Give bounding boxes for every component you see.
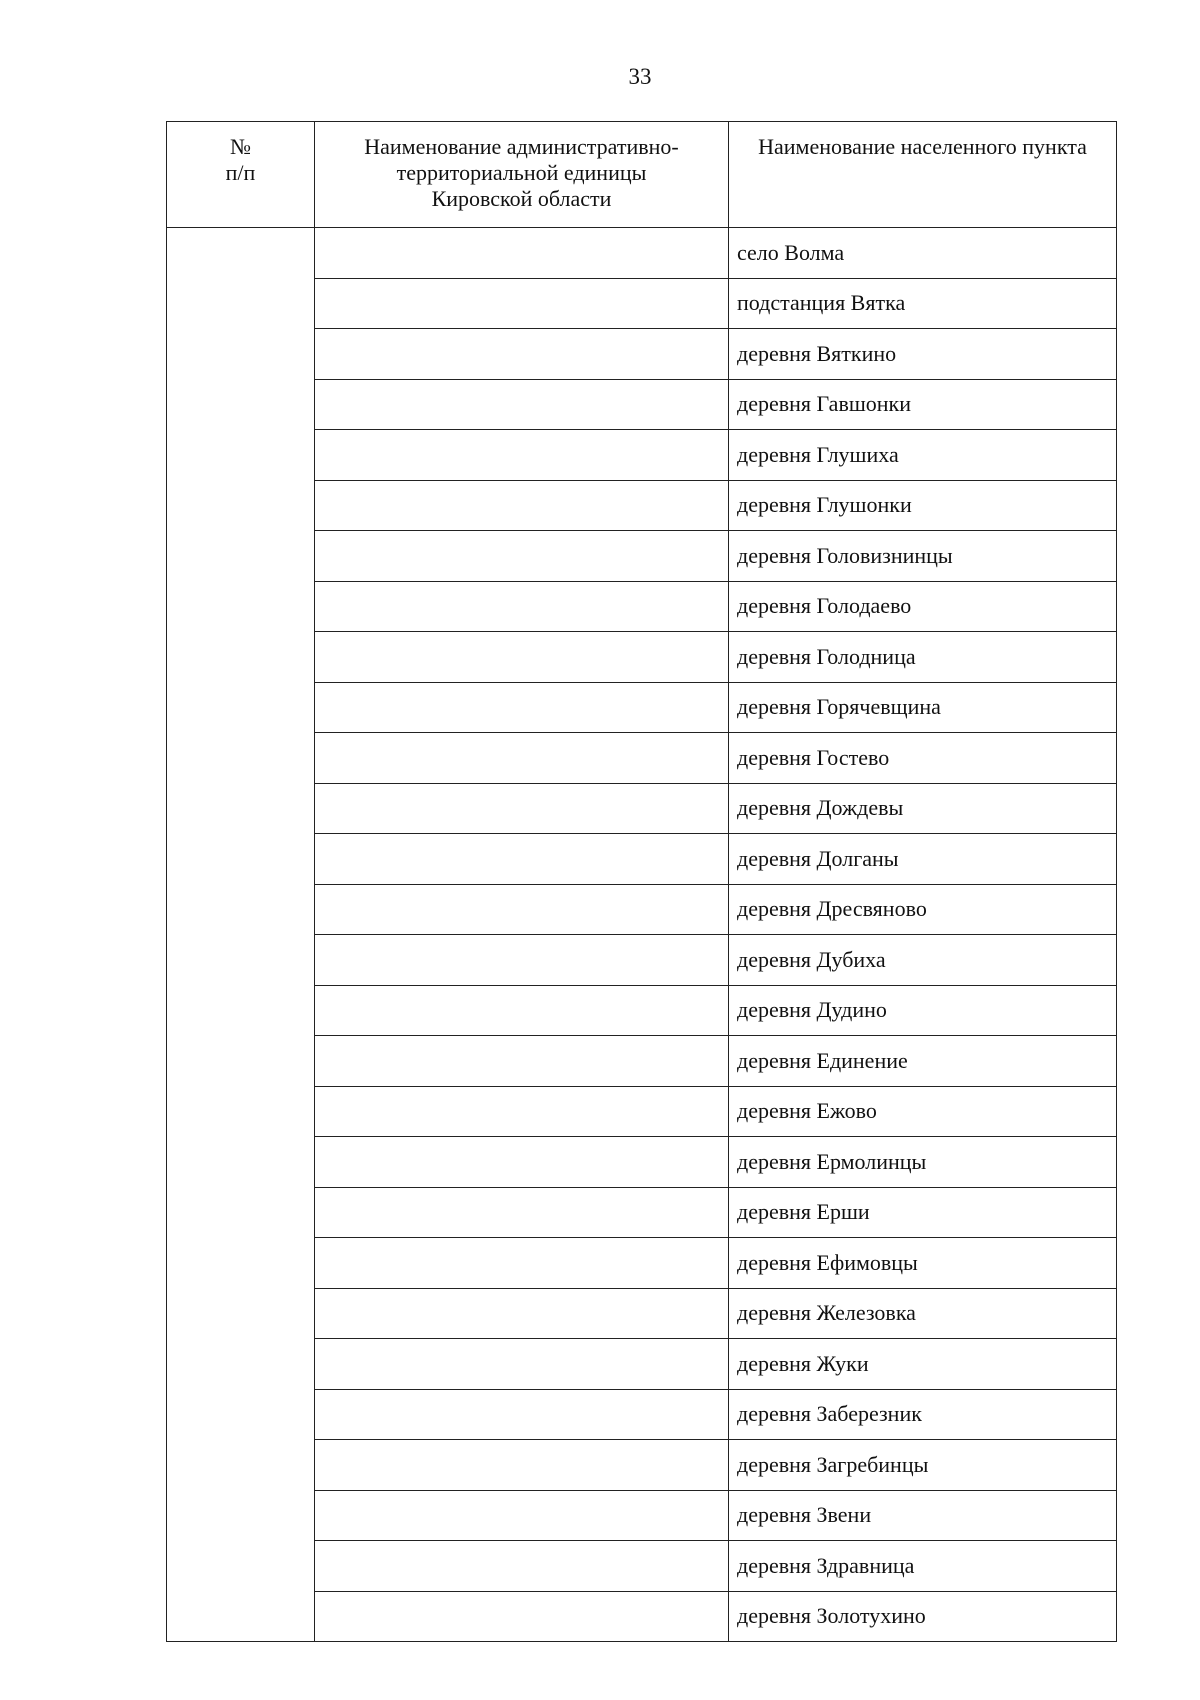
row-settlement-cell: деревня Единение (729, 1036, 1117, 1087)
table-row (167, 1389, 1117, 1440)
header-admin-unit (315, 122, 729, 228)
table-body (167, 228, 1117, 1642)
row-admin-unit-cell (315, 1036, 729, 1087)
header-admin-line1: Наименование административно- (364, 134, 679, 159)
row-admin-unit-cell (315, 834, 729, 885)
row-admin-unit-cell (315, 783, 729, 834)
table-row (167, 1490, 1117, 1541)
row-number-cell (167, 935, 315, 986)
row-admin-unit-cell (315, 379, 729, 430)
header-number-line2: п/п (225, 160, 256, 185)
table-row (167, 1036, 1117, 1087)
header-admin-line3: Кировской области (431, 186, 612, 211)
row-settlement-cell: деревня Долганы (729, 834, 1117, 885)
row-number-cell (167, 834, 315, 885)
row-admin-unit-cell (315, 1238, 729, 1289)
table-row (167, 1339, 1117, 1390)
row-admin-unit-cell (315, 329, 729, 380)
row-admin-unit-cell (315, 480, 729, 531)
row-number-cell (167, 632, 315, 683)
table-row (167, 581, 1117, 632)
row-number-cell (167, 581, 315, 632)
row-settlement-cell: деревня Гостево (729, 733, 1117, 784)
row-number-cell (167, 682, 315, 733)
row-admin-unit-cell (315, 1137, 729, 1188)
row-settlement-cell: деревня Дудино (729, 985, 1117, 1036)
row-number-cell (167, 884, 315, 935)
row-admin-unit-cell (315, 632, 729, 683)
table-row (167, 1238, 1117, 1289)
table-row (167, 1288, 1117, 1339)
row-settlement-cell: деревня Глушиха (729, 430, 1117, 481)
table-row (167, 480, 1117, 531)
row-number-cell (167, 1591, 315, 1642)
row-number-cell (167, 278, 315, 329)
table-row (167, 278, 1117, 329)
row-settlement-cell: деревня Здравница (729, 1541, 1117, 1592)
row-settlement-cell: деревня Ермолинцы (729, 1137, 1117, 1188)
table-row (167, 1187, 1117, 1238)
table-row (167, 985, 1117, 1036)
row-settlement-cell: деревня Дождевы (729, 783, 1117, 834)
table-row (167, 834, 1117, 885)
row-number-cell (167, 733, 315, 784)
row-number-cell (167, 1339, 315, 1390)
row-admin-unit-cell (315, 1086, 729, 1137)
row-settlement-cell: подстанция Вятка (729, 278, 1117, 329)
row-settlement-cell: деревня Ерши (729, 1187, 1117, 1238)
row-settlement-cell: деревня Головизнинцы (729, 531, 1117, 582)
row-settlement-cell: деревня Дубиха (729, 935, 1117, 986)
row-number-cell (167, 1440, 315, 1491)
row-settlement-cell: деревня Ефимовцы (729, 1238, 1117, 1289)
row-admin-unit-cell (315, 733, 729, 784)
header-admin-line2: территориальной единицы (396, 160, 647, 185)
row-settlement-cell: деревня Горячевщина (729, 682, 1117, 733)
row-number-cell (167, 1036, 315, 1087)
row-settlement-cell: деревня Загребинцы (729, 1440, 1117, 1491)
row-settlement-cell: деревня Звени (729, 1490, 1117, 1541)
table-header-row (167, 122, 1117, 228)
row-admin-unit-cell (315, 1187, 729, 1238)
table-row (167, 379, 1117, 430)
settlements-table (166, 121, 1117, 1642)
row-settlement-cell: деревня Дресвяново (729, 884, 1117, 935)
row-admin-unit-cell (315, 1591, 729, 1642)
row-admin-unit-cell (315, 278, 729, 329)
row-admin-unit-cell (315, 935, 729, 986)
table-row (167, 430, 1117, 481)
row-settlement-cell: село Волма (729, 228, 1117, 279)
table-row (167, 1591, 1117, 1642)
row-number-cell (167, 1288, 315, 1339)
row-admin-unit-cell (315, 228, 729, 279)
row-number-cell (167, 1086, 315, 1137)
row-number-cell (167, 430, 315, 481)
row-settlement-cell: деревня Голодаево (729, 581, 1117, 632)
row-settlement-cell: деревня Голодница (729, 632, 1117, 683)
table-row (167, 783, 1117, 834)
row-settlement-cell: деревня Жуки (729, 1339, 1117, 1390)
row-admin-unit-cell (315, 985, 729, 1036)
row-admin-unit-cell (315, 1490, 729, 1541)
table-row (167, 935, 1117, 986)
row-settlement-cell: деревня Заберезник (729, 1389, 1117, 1440)
row-number-cell (167, 531, 315, 582)
row-settlement-cell: деревня Железовка (729, 1288, 1117, 1339)
table-row (167, 733, 1117, 784)
row-number-cell (167, 1490, 315, 1541)
row-settlement-cell: деревня Вяткино (729, 329, 1117, 380)
table-row (167, 1086, 1117, 1137)
row-number-cell (167, 1187, 315, 1238)
row-number-cell (167, 1389, 315, 1440)
row-admin-unit-cell (315, 1339, 729, 1390)
row-admin-unit-cell (315, 430, 729, 481)
row-admin-unit-cell (315, 581, 729, 632)
row-number-cell (167, 783, 315, 834)
row-admin-unit-cell (315, 1440, 729, 1491)
table-row (167, 1137, 1117, 1188)
table-row (167, 884, 1117, 935)
row-admin-unit-cell (315, 1541, 729, 1592)
row-admin-unit-cell (315, 531, 729, 582)
row-number-cell (167, 480, 315, 531)
row-number-cell (167, 228, 315, 279)
table-row (167, 329, 1117, 380)
table-row (167, 682, 1117, 733)
row-number-cell (167, 379, 315, 430)
row-admin-unit-cell (315, 1288, 729, 1339)
header-number (167, 122, 315, 228)
row-settlement-cell: деревня Гавшонки (729, 379, 1117, 430)
row-number-cell (167, 985, 315, 1036)
row-number-cell (167, 1541, 315, 1592)
table-row (167, 531, 1117, 582)
page-number: 33 (628, 64, 652, 89)
row-admin-unit-cell (315, 1389, 729, 1440)
header-number-line1: № (230, 134, 251, 159)
row-admin-unit-cell (315, 682, 729, 733)
table-row (167, 1440, 1117, 1491)
row-admin-unit-cell (315, 884, 729, 935)
row-settlement-cell: деревня Золотухино (729, 1591, 1117, 1642)
row-number-cell (167, 329, 315, 380)
header-settlement: Наименование населенного пункта (729, 122, 1117, 228)
table-row (167, 1541, 1117, 1592)
table-row (167, 228, 1117, 279)
row-number-cell (167, 1238, 315, 1289)
row-number-cell (167, 1137, 315, 1188)
row-settlement-cell: деревня Ежово (729, 1086, 1117, 1137)
row-settlement-cell: деревня Глушонки (729, 480, 1117, 531)
table-row (167, 632, 1117, 683)
